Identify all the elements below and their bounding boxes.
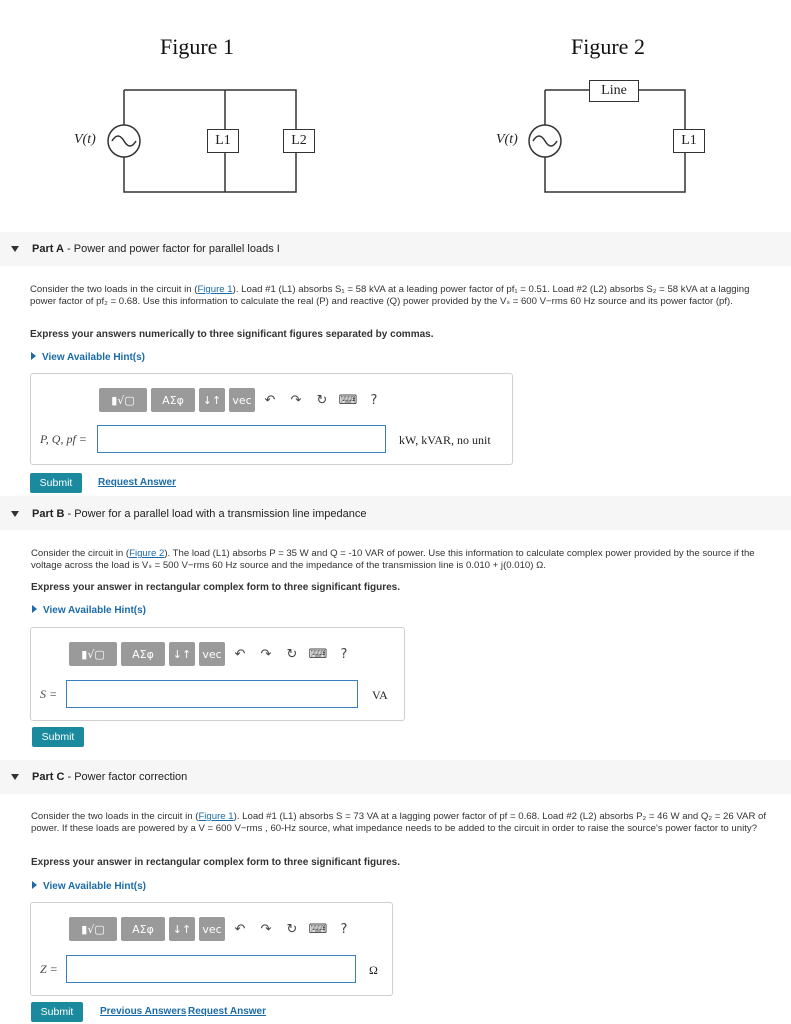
collapse-triangle-icon[interactable]	[11, 246, 19, 252]
figure2-source-label: V(t)	[496, 132, 518, 147]
part-b-unit: VA	[372, 688, 388, 702]
figure1-source-label: V(t)	[74, 132, 96, 147]
templates-button[interactable]: ▮√▢	[99, 388, 147, 412]
part-b-question: Consider the circuit in (Figure 2). The load (L1) absorbs P = 35 W and Q = -10 VAR of power. Use this information to calculate complex power provided by the source if the voltage across the load is Vₛ = 500 V−rms 60 Hz source and the impedance of the transmission line is 0.010 + j(0.010) Ω.	[31, 548, 755, 571]
greek-button[interactable]: ΑΣφ	[121, 917, 165, 941]
figure2-load-l1: L1	[673, 129, 705, 153]
undo-icon[interactable]: ↶	[234, 646, 246, 662]
part-b-toolbar	[69, 641, 355, 667]
hint-arrow-icon	[32, 605, 37, 613]
undo-icon[interactable]: ↶	[264, 392, 276, 408]
part-a-hint[interactable]: View Available Hint(s)	[31, 352, 145, 363]
part-c-previous-answers-link[interactable]: Previous Answers	[100, 1006, 187, 1017]
part-c-request-answer-link[interactable]: Request Answer	[188, 1006, 266, 1017]
greek-button[interactable]: ΑΣφ	[121, 642, 165, 666]
part-c-question: Consider the two loads in the circuit in (Figure 1). Load #1 (L1) absorbs S = 73 VA at a lagging power factor of pf = 0.68. Load #2 (L2) absorbs P₂ = 46 W and Q₂ = 26 VAR of power. If these loads are powered by a V = 600 V−rms , 60-Hz source, what impedance needs to be added to the circuit in order to raise the source's power factor to unity?	[31, 811, 767, 834]
part-a-instruction: Express your answers numerically to three significant figures separated by commas.	[30, 329, 434, 340]
part-c-hint[interactable]: View Available Hint(s)	[32, 881, 146, 892]
collapse-triangle-icon[interactable]	[11, 511, 19, 517]
part-a-request-answer-link[interactable]: Request Answer	[98, 477, 176, 488]
part-a-submit-button[interactable]: Submit	[30, 473, 82, 493]
part-b-answer-input[interactable]	[66, 680, 358, 708]
arrows-button[interactable]: ↓↑	[199, 388, 225, 412]
hint-arrow-icon	[32, 881, 37, 889]
part-a-variable-label: P, Q, pf =	[40, 432, 87, 446]
part-b-variable-label: S =	[40, 687, 58, 701]
keyboard-icon[interactable]: ⌨	[338, 392, 358, 408]
hint-arrow-icon	[31, 352, 36, 360]
templates-button[interactable]: ▮√▢	[69, 917, 117, 941]
part-c-instruction: Express your answer in rectangular complex form to three significant figures.	[31, 857, 400, 868]
part-c-answer-input[interactable]	[66, 955, 356, 983]
reset-icon[interactable]: ↻	[286, 921, 298, 937]
reset-icon[interactable]: ↻	[286, 646, 298, 662]
figure2-line-impedance: Line	[589, 80, 639, 102]
vec-button[interactable]: vec	[199, 917, 225, 941]
part-a-heading: Part A - Power and power factor for parallel loads I	[32, 243, 280, 255]
figure1-link[interactable]: Figure 1	[198, 811, 234, 822]
part-c-heading: Part C - Power factor correction	[32, 771, 188, 783]
figure1-title: Figure 1	[160, 34, 234, 59]
part-b-heading: Part B - Power for a parallel load with a transmission line impedance	[32, 508, 367, 520]
templates-button[interactable]: ▮√▢	[69, 642, 117, 666]
keyboard-icon[interactable]: ⌨	[308, 646, 328, 662]
figure1-link[interactable]: Figure 1	[197, 284, 233, 295]
part-c-unit: Ω	[369, 963, 378, 977]
figure2-link[interactable]: Figure 2	[129, 548, 165, 559]
part-a-answer-input[interactable]	[97, 425, 386, 453]
help-icon[interactable]: ?	[370, 392, 378, 408]
part-c-variable-label: Z =	[40, 962, 58, 976]
keyboard-icon[interactable]: ⌨	[308, 921, 328, 937]
figure2-title: Figure 2	[571, 34, 645, 59]
collapse-triangle-icon[interactable]	[11, 774, 19, 780]
part-a-toolbar	[99, 387, 385, 413]
undo-icon[interactable]: ↶	[234, 921, 246, 937]
vec-button[interactable]: vec	[229, 388, 255, 412]
part-a-unit: kW, kVAR, no unit	[399, 433, 491, 447]
figure1-load-l2: L2	[283, 129, 315, 153]
redo-icon[interactable]: ↷	[290, 392, 302, 408]
part-a-question: Consider the two loads in the circuit in (Figure 1). Load #1 (L1) absorbs S₁ = 58 kVA at a leading power factor of pf₁ = 0.51. Load #2 (L2) absorbs S₂ = 58 kVA at a lagging power factor of pf₂ = 0.68. Use this information to calculate the real (P) and reactive (Q) power provided by the Vₛ = 600 V−rms 60 Hz source and its power factor (pf).	[30, 284, 750, 307]
help-icon[interactable]: ?	[340, 921, 348, 937]
part-b-hint[interactable]: View Available Hint(s)	[32, 605, 146, 616]
figure1-load-l1: L1	[207, 129, 239, 153]
arrows-button[interactable]: ↓↑	[169, 642, 195, 666]
part-b-submit-button[interactable]: Submit	[32, 727, 84, 747]
greek-button[interactable]: ΑΣφ	[151, 388, 195, 412]
arrows-button[interactable]: ↓↑	[169, 917, 195, 941]
redo-icon[interactable]: ↷	[260, 921, 272, 937]
help-icon[interactable]: ?	[340, 646, 348, 662]
vec-button[interactable]: vec	[199, 642, 225, 666]
part-b-instruction: Express your answer in rectangular complex form to three significant figures.	[31, 582, 400, 593]
part-c-submit-button[interactable]: Submit	[31, 1002, 83, 1022]
reset-icon[interactable]: ↻	[316, 392, 328, 408]
redo-icon[interactable]: ↷	[260, 646, 272, 662]
part-c-toolbar	[69, 916, 355, 942]
